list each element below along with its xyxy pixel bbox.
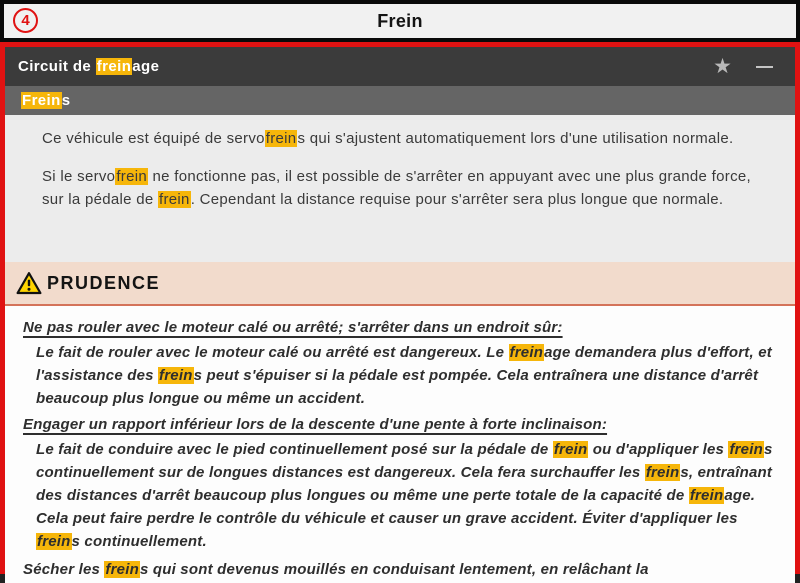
highlighted-term: frein — [159, 191, 190, 208]
intro-paragraph: Si le servofrein ne fonctionne pas, il est possible de s'arrêter en appuyant avec une plus grande force, sur la pédale de frein. Cependant la distance requise pour s'arrêter sera plus longue que normale. — [42, 168, 751, 208]
caution-item-heading: Ne pas rouler avec le moteur calé ou arrêté; s'arrêter dans un endroit sûr: — [23, 319, 563, 336]
favorite-star-icon[interactable]: ★ — [713, 55, 732, 78]
annotation-badge-number: 4 — [21, 12, 30, 29]
highlighted-term: frein — [689, 487, 724, 504]
highlighted-term: frein — [96, 58, 132, 75]
highlighted-term: frein — [105, 561, 139, 578]
intro-paragraph: Ce véhicule est équipé de servofreins qui s'ajustent automatiquement lors d'une utilisation normale. — [42, 130, 734, 147]
intro-text-area — [5, 115, 795, 262]
highlighted-term: frein — [553, 441, 588, 458]
highlighted-term: frein — [265, 130, 297, 147]
caution-header — [5, 262, 795, 306]
highlighted-term: frein — [645, 464, 680, 481]
caution-item-heading: Sécher les freins qui sont devenus mouillés en conduisant lentement, en relâchant la — [23, 561, 649, 578]
subsection-label: Freins — [22, 92, 71, 109]
highlighted-term: frein — [37, 533, 71, 550]
caution-label: PRUDENCE — [47, 272, 161, 293]
highlighted-term: frein — [116, 168, 148, 185]
caution-item-body: Le fait de rouler avec le moteur calé ou arrêté est dangereux. Le freinage demandera plus d'effort, et l'assistance des freins peut s'épuiser si la pédale est pompée. Cela entraînera une distance d'arrêt beaucoup plus longue ou même un accident. — [36, 344, 772, 407]
collapse-minus-icon[interactable] — [756, 66, 773, 68]
caution-body-area — [5, 306, 795, 583]
warning-triangle-icon — [16, 271, 42, 295]
section-header-bar — [5, 47, 795, 86]
caution-item-heading: Engager un rapport inférieur lors de la descente d'une pente à forte inclinaison: — [23, 416, 608, 433]
page-title: Frein — [377, 10, 423, 31]
title-bar — [4, 4, 796, 38]
annotation-badge — [13, 8, 38, 33]
content-panel — [0, 42, 800, 578]
caution-item-body: Le fait de conduire avec le pied continuellement posé sur la pédale de frein ou d'appliquer les freins continuellement sur de longues distances est dangereux. Cela fera surchauffer les freins, entraînant des distances d'arrêt beaucoup plus longues ou même une perte totale de la capacité de freinage. Cela peut faire perdre le contrôle du véhicule et causer un grave accident. Éviter d'appliquer les freins continuellement. — [36, 441, 773, 550]
highlighted-term: frein — [159, 367, 193, 384]
subsection-bar — [5, 86, 795, 115]
highlighted-term: Frein — [22, 92, 61, 109]
section-header-title: Circuit de freinage — [18, 58, 160, 75]
highlighted-term: frein — [729, 441, 763, 458]
highlighted-term: frein — [509, 344, 544, 361]
